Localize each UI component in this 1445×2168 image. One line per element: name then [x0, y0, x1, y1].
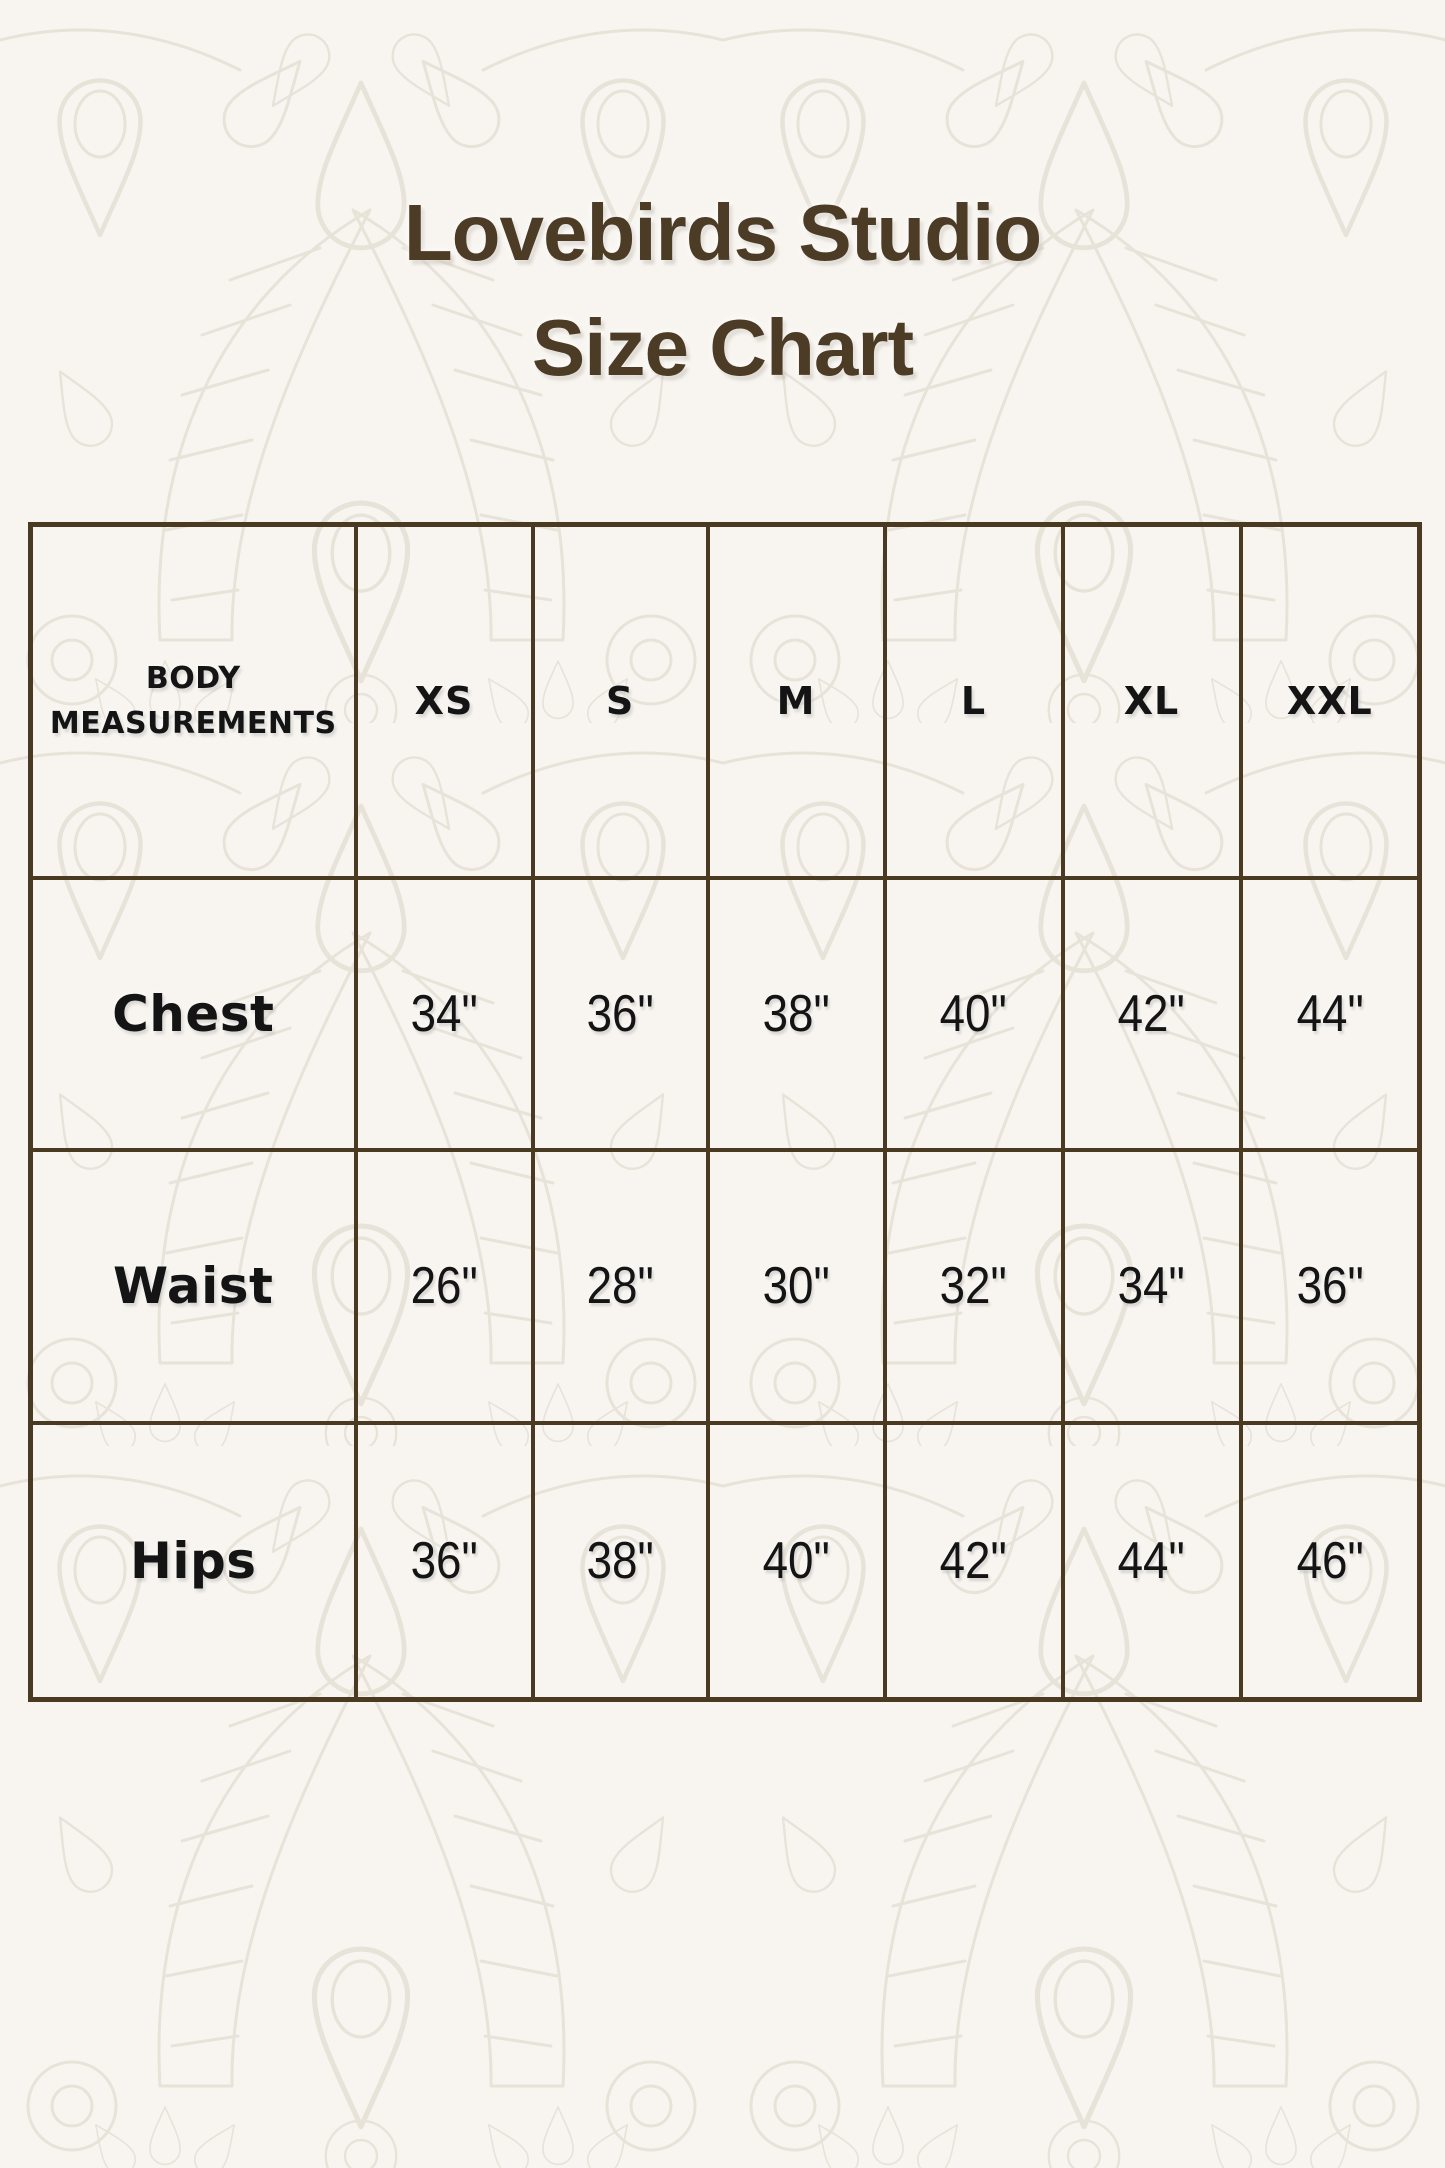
value-cell: 28" [533, 1150, 708, 1423]
size-header-cell-m: M [708, 525, 885, 878]
value-cell: 34" [1063, 1150, 1241, 1423]
value-cell: 34" [356, 878, 533, 1150]
value-cell: 36" [533, 878, 708, 1150]
value-cell: 42" [1063, 878, 1241, 1150]
row-label-cell-hips: Hips [31, 1423, 356, 1700]
value-cell: 38" [708, 878, 885, 1150]
value-cell: 42" [885, 1423, 1063, 1700]
table-row-waist [31, 1150, 1420, 1423]
poster-subtitle: Size Chart [531, 303, 914, 393]
value-cell: 36" [1241, 1150, 1420, 1423]
table-row-hips [31, 1423, 1420, 1700]
size-header-cell-l: L [885, 525, 1063, 878]
value-cell: 40" [885, 878, 1063, 1150]
row-label-cell-waist: Waist [31, 1150, 356, 1423]
table-header-row [31, 525, 1420, 878]
table-row-chest [31, 878, 1420, 1150]
value-cell: 44" [1241, 878, 1420, 1150]
value-cell: 44" [1063, 1423, 1241, 1700]
value-cell: 38" [533, 1423, 708, 1700]
size-header-cell-xl: XL [1063, 525, 1241, 878]
poster-title [0, 175, 1445, 405]
value-cell: 36" [356, 1423, 533, 1700]
row-label-cell-chest: Chest [31, 878, 356, 1150]
brand-title: Lovebirds Studio [403, 188, 1042, 277]
size-header-cell-xxl: XXL [1241, 525, 1420, 878]
value-cell: 40" [708, 1423, 885, 1700]
value-cell: 30" [708, 1150, 885, 1423]
value-cell: 26" [356, 1150, 533, 1423]
size-header-cell-s: S [533, 525, 708, 878]
size-chart-table [28, 522, 1422, 1702]
value-cell: 32" [885, 1150, 1063, 1423]
corner-header-cell: BODY MEASUREMENTS [31, 525, 356, 878]
value-cell: 46" [1241, 1423, 1420, 1700]
size-header-cell-xs: XS [356, 525, 533, 878]
